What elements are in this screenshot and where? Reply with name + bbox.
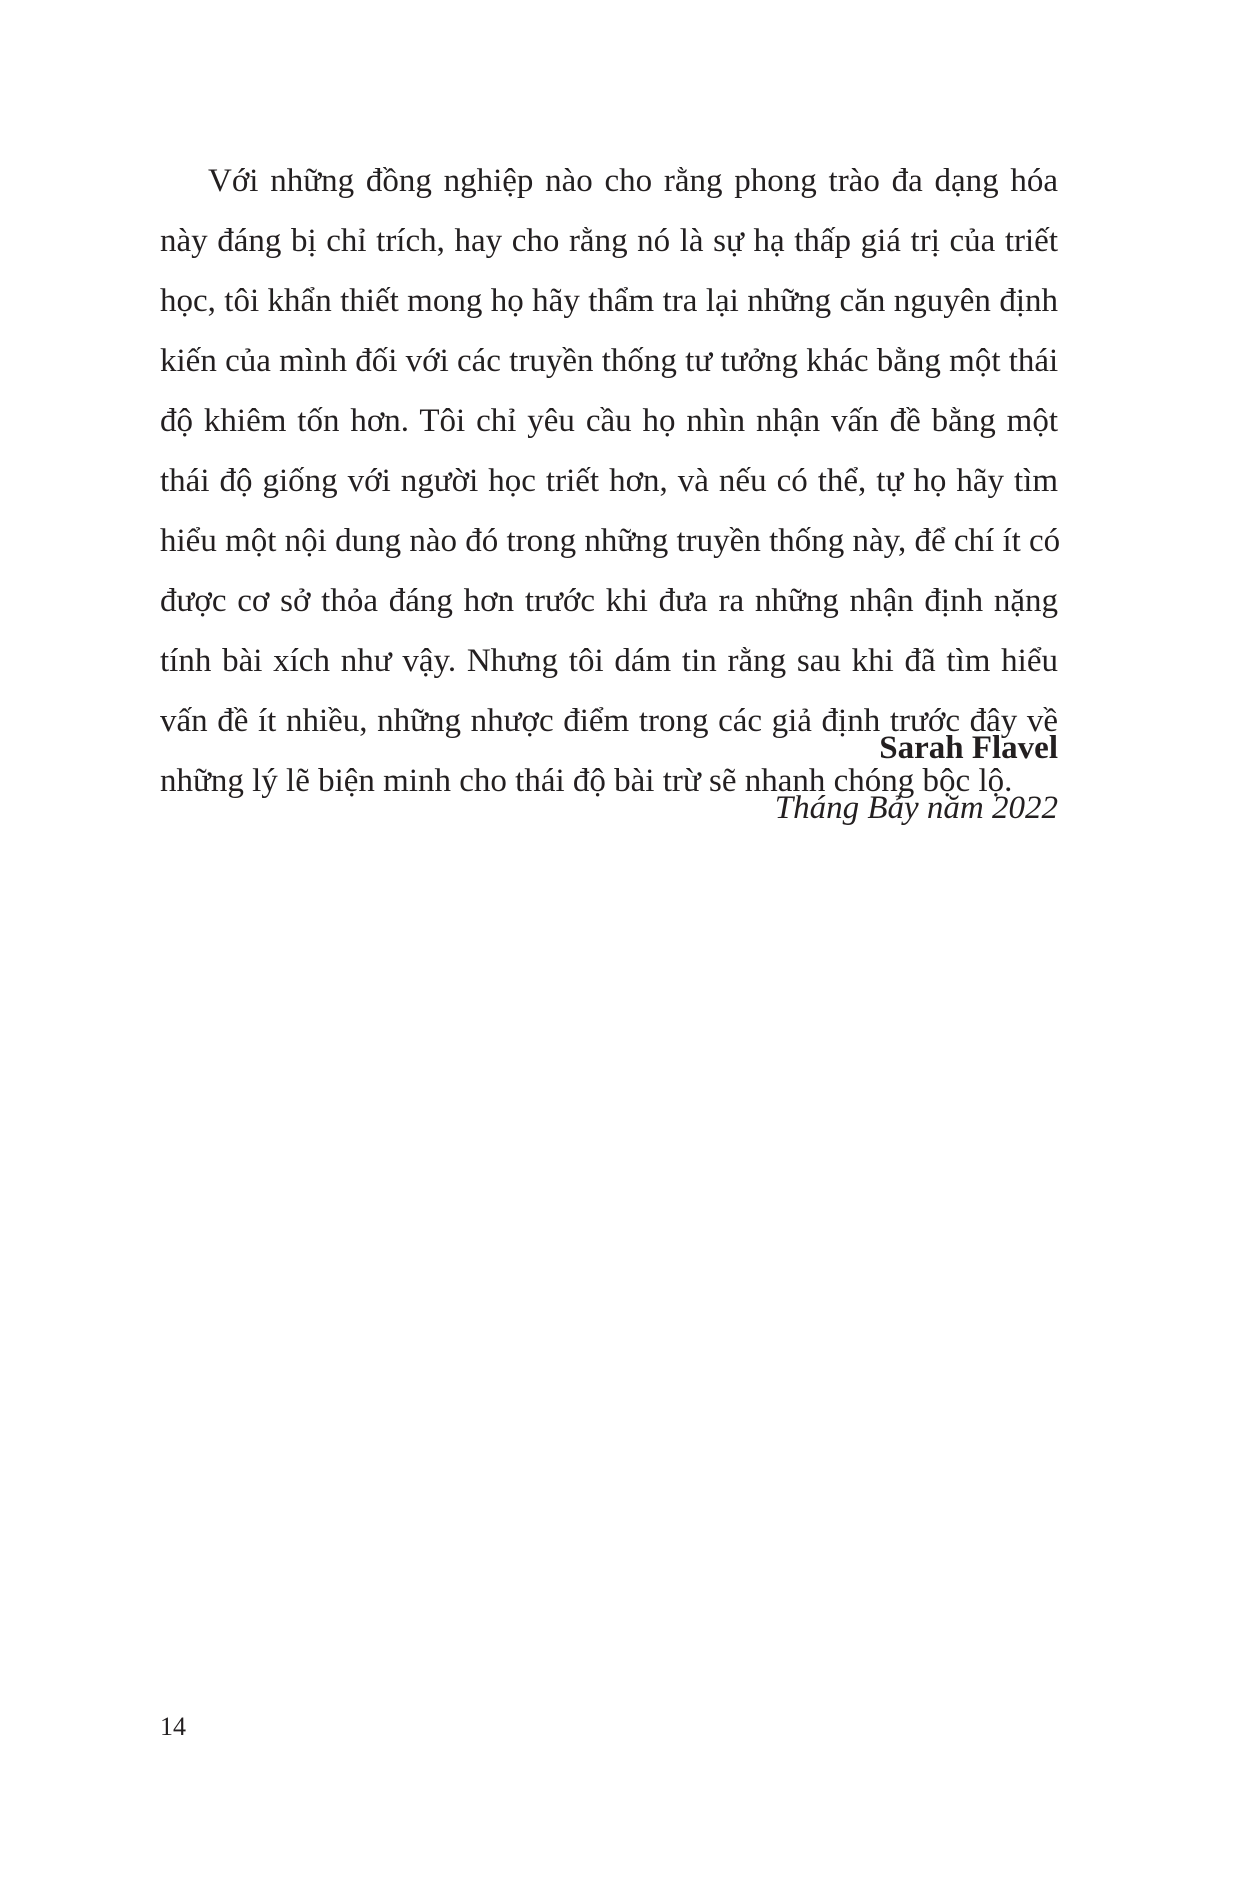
paragraph-line: Với những đồng nghiệp nào cho rằng phong trào đa dạng hóa	[208, 163, 1058, 199]
paragraph-line: độ khiêm tốn hơn. Tôi chỉ yêu cầu họ nhìn nhận vấn đề bằng một	[160, 403, 1058, 439]
paragraph-line: kiến của mình đối với các truyền thống tư tưởng khác bằng một thái	[160, 343, 1059, 379]
paragraph-line: học, tôi khẩn thiết mong họ hãy thẩm tra lại những căn nguyên định	[160, 283, 1058, 319]
paragraph-line: vấn đề ít nhiều, những nhược điểm trong các giả định trước đây về	[160, 703, 1058, 739]
author-name: Sarah Flavel	[879, 730, 1058, 766]
paragraph-line: những lý lẽ biện minh cho thái độ bài trừ sẽ nhanh chóng bộc lộ.	[160, 763, 1013, 799]
signature-date: Tháng Bảy năm 2022	[774, 790, 1058, 826]
paragraph-line: hiểu một nội dung nào đó trong những truyền thống này, để chí ít có	[160, 523, 1061, 559]
paragraph-line: tính bài xích như vậy. Nhưng tôi dám tin rằng sau khi đã tìm hiểu	[160, 643, 1058, 679]
page-number: 14	[160, 1712, 186, 1741]
body-paragraph	[160, 151, 1061, 811]
paragraph-line: được cơ sở thỏa đáng hơn trước khi đưa ra những nhận định nặng	[160, 583, 1058, 619]
paragraph-line: thái độ giống với người học triết hơn, và nếu có thể, tự họ hãy tìm	[160, 463, 1058, 499]
signature-block	[775, 718, 1058, 838]
paragraph-line: này đáng bị chỉ trích, hay cho rằng nó là sự hạ thấp giá trị của triết	[160, 223, 1058, 259]
